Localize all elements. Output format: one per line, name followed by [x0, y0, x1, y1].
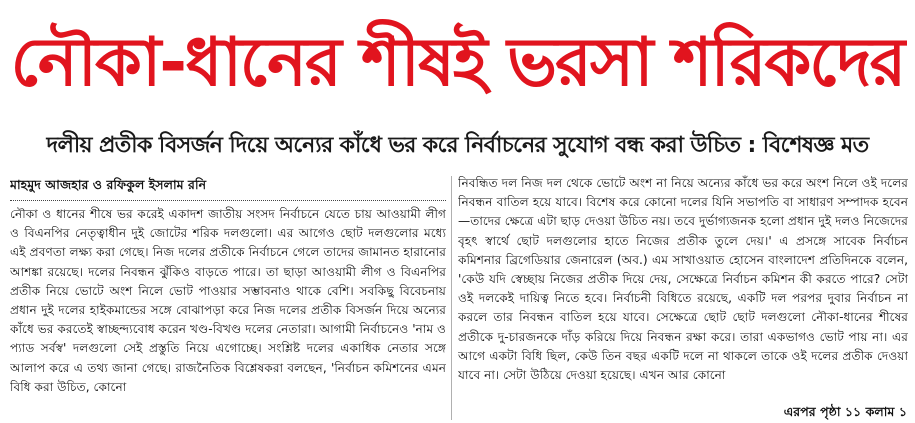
continued-on-label: এরপর পৃষ্ঠা ১১ কলাম ১ [778, 403, 907, 421]
byline: মাহমুদ আজহার ও রফিকুল ইসলাম রনি [10, 174, 446, 201]
article-paragraph-left: নৌকা ও ধানের শীষে ভর করেই একাদশ জাতীয় সংসদ নির্বাচনে যেতে চায় আওয়ামী লীগ ও বিএনপির নেতৃত্বাধীন দুই জোটের শরিক দলগুলো। এর আগেও ছোট দলগুলোর মধ্যে এই প্রবণতা লক্ষ্য করা গেছে। নিজ দলের প্রতীকে নির্বাচনে গেলে তাদের জামানত হারানোর আশঙ্কা রয়েছে। দলের নিবন্ধন ঝুঁকিও বাড়তে পারে। তা ছাড়া আওয়ামী লীগ ও বিএনপির প্রতীক নিয়ে ভোটে অংশ নিলে ভোট পাওয়ার সম্ভাবনাও থাকে বেশি। সবকিছু বিবেচনায় প্রধান দুই দলের হাইকমান্ডের সঙ্গে বোঝাপড়া করে নিজ দলের প্রতীক বিসর্জন দিয়ে অন্যের কাঁধে ভর করতেই স্বাচ্ছন্দ্যবোধ করেন খণ্ড-বিখণ্ড দলের নেতারা। আগামী নির্বাচনেও 'নাম ও প্যাড সর্বস্ব' দলগুলো সেই প্রস্তুতি নিয়ে এগোচ্ছে। সংশ্লিষ্ট দলের একাধিক নেতার সঙ্গে আলাপ করে এ তথ্য জানা গেছে। রাজনৈতিক বিশ্লেষকরা বলছেন, 'নির্বাচন কমিশনের এমন বিধি করা উচিত, কোনো [10, 207, 446, 394]
column-divider [451, 176, 452, 420]
article-body-right [458, 174, 908, 385]
article-paragraph-right: নিবন্ধিত দল নিজ দল থেকে ভোটে অংশ না নিয়ে অন্যের কাঁধে ভর করে অংশ নিলে ওই দলের নিবন্ধন বাতিল হয়ে যাবে। বিশেষ করে কোনো দলের যিনি সভাপতি বা সাধারণ সম্পাদক হবেন—তাদের ক্ষেত্রে এটা ছাড় দেওয়া উচিত নয়। তবে দুর্ভাগ্যজনক হলো প্রধান দুই দলও নিজেদের বৃহৎ স্বার্থে ছোট দলগুলোর হাতে নিজের প্রতীক তুলে দেয়।' এ প্রসঙ্গে সাবেক নির্বাচন কমিশনার ব্রিগেডিয়ার জেনারেল (অব.) এম সাখাওয়াত হোসেন বাংলাদেশ প্রতিদিনকে বলেন, 'কেউ যদি স্বেচ্ছায় নিজের প্রতীক দিয়ে দেয়, সেক্ষেত্রে নির্বাচন কমিশন কী করতে পারে? সেটা ওই দলকেই দায়িত্ব নিতে হবে। নির্বাচনী বিধিতে রয়েছে, একটি দল পরপর দুবার নির্বাচন না করলে তার নিবন্ধন বাতিল হয়ে যাবে। সেক্ষেত্রে ছোট ছোট দলগুলো নৌকা-ধানের শীষের প্রতীকে দু-চারজনকে দাঁড় করিয়ে দিয়ে নিবন্ধন রক্ষা করে। তারা একভাগও ভোট পায় না। এর আগে একটা বিধি ছিল, কেউ তিন বছর একটি দলে না থাকলে তাকে ওই দলের প্রতীক দেওয়া যাবে না। সেটা উঠিয়ে দেওয়া হয়েছে। এখন আর কোনো [458, 176, 908, 383]
article-body-left [10, 205, 446, 397]
article-column-right [458, 174, 908, 423]
headline: নৌকা-ধানের শীষই ভরসা শরিকদের [10, 23, 905, 101]
article-column-left [10, 174, 446, 423]
subheadline: দলীয় প্রতীক বিসর্জন দিয়ে অন্যের কাঁধে ভর করে নির্বাচনের সুযোগ বন্ধ করা উচিত : বিশেষজ্ঞ মত [46, 133, 869, 158]
